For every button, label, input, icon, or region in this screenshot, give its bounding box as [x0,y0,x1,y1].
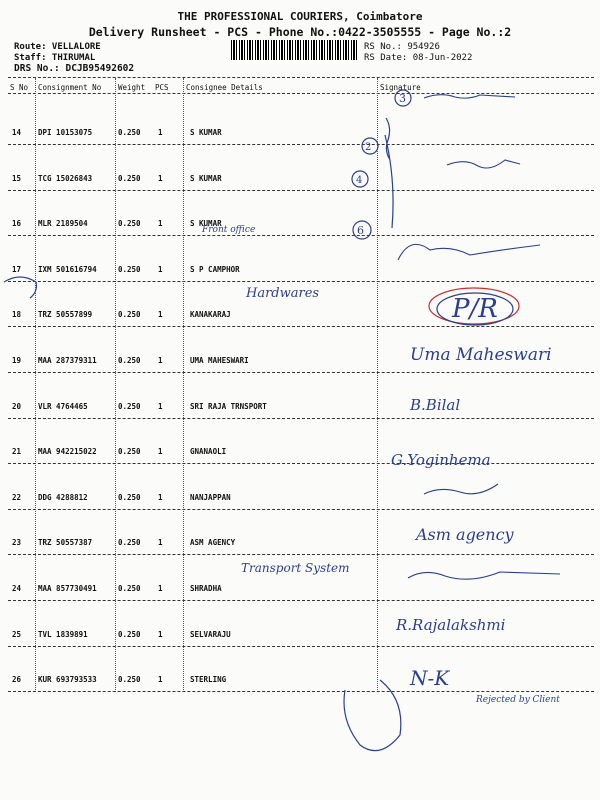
row-weight: 0.250 [118,356,141,365]
row-cno: IXM 501616794 [38,265,97,274]
row-divider [8,144,594,145]
hw-number: 6 [357,224,364,237]
row-consignee: SHRADHA [190,584,222,593]
row-sno: 14 [12,128,22,137]
col-weight: Weight [118,83,146,92]
hw-signature-nk: N-K [410,666,450,690]
signature-scribble [424,484,498,494]
row-consignee: S P CAMPHOR [190,265,240,274]
row-consignee: S KUMAR [190,128,222,137]
row-cno: DDG 4288812 [38,493,88,502]
row-pcs: 1 [158,219,163,228]
route-label: Route: VELLALORE [14,42,101,52]
bracket-mark [385,118,393,228]
row-pcs: 1 [158,402,163,411]
page-subtitle: Delivery Runsheet - PCS - Phone No.:0422-3505555 - Page No.:2 [88,25,512,39]
row-pcs: 1 [158,356,163,365]
row-consignee: SELVARAJU [190,630,231,639]
row-weight: 0.250 [118,538,141,547]
row-consignee: GNANAOLI [190,447,227,456]
row-weight: 0.250 [118,630,141,639]
col-consignment: Consignment No [38,83,102,92]
row-divider [8,509,594,510]
drs-number: DRS No.: DCJB95492602 [14,63,135,74]
row-pcs: 1 [158,310,163,319]
row-sno: 15 [12,174,22,183]
hw-signature-asm: Asm agency [416,525,514,544]
row-pcs: 1 [158,675,163,684]
row-divider [8,372,594,373]
signature-scribble [398,244,540,260]
row-cno: MLR 2189504 [38,219,88,228]
row-consignee: ASM AGENCY [190,538,236,547]
row-weight: 0.250 [118,174,141,183]
row-sno: 22 [12,493,22,502]
row-cno: TVL 1839891 [38,630,88,639]
hw-signature-pr: P/R [452,294,498,324]
row-weight: 0.250 [118,584,141,593]
header-rule-bottom [8,93,594,94]
row-divider [8,646,594,647]
signature-scribble [408,572,560,579]
row-pcs: 1 [158,265,163,274]
hw-note-front-office: Front office [202,225,256,235]
rs-date: RS Date: 08-Jun-2022 [364,53,473,63]
row-cno: MAA 942215022 [38,447,97,456]
row-sno: 19 [12,356,22,365]
hw-number: 3 [399,92,406,105]
circle-mark [362,138,378,154]
row-sno: 23 [12,538,22,547]
row-pcs: 1 [158,447,163,456]
row-cno: MAA 857730491 [38,584,97,593]
row-consignee: NANJAPPAN [190,493,231,502]
row-weight: 0.250 [118,128,141,137]
row-divider [8,235,594,236]
row-weight: 0.250 [118,265,141,274]
row-weight: 0.250 [118,675,141,684]
col-signature: Signature [380,83,421,92]
row-sno: 16 [12,219,22,228]
row-weight: 0.250 [118,402,141,411]
row-consignee: KANAKARAJ [190,310,231,319]
row-weight: 0.250 [118,447,141,456]
hw-number: 4 [356,175,363,186]
row-divider [8,554,594,555]
row-sno: 26 [12,675,22,684]
col-sno: S No [10,83,29,92]
row-pcs: 1 [158,493,163,502]
circle-mark [352,171,368,187]
row-divider [8,418,594,419]
hw-note-transport: Transport System [241,561,350,575]
row-sno: 24 [12,584,22,593]
row-divider [8,691,594,692]
row-consignee: SRI RAJA TRNSPORT [190,402,267,411]
col-pcs: PCS [155,83,169,92]
row-sno: 21 [12,447,22,456]
row-weight: 0.250 [118,310,141,319]
row-pcs: 1 [158,174,163,183]
row-cno: MAA 287379311 [38,356,97,365]
circle-mark [437,293,513,325]
row-cno: KUR 693793533 [38,675,97,684]
circle-mark [429,288,519,324]
row-consignee: STERLING [190,675,227,684]
row-consignee: S KUMAR [190,219,222,228]
row-divider [8,600,594,601]
rs-number: RS No.: 954926 [364,42,440,52]
barcode [231,40,359,60]
row-divider [8,281,594,282]
hw-signature-uma: Uma Maheswari [410,345,552,365]
row-cno: VLR 4764465 [38,402,88,411]
row-sno: 18 [12,310,22,319]
page-title: THE PROFESSIONAL COURIERS, Coimbatore [177,10,423,23]
row-divider [8,463,594,464]
row-consignee: UMA MAHESWARI [190,356,249,365]
row-pcs: 1 [158,630,163,639]
hw-note-rejected: Rejected by Client [476,695,560,705]
hw-note-hardwares: Hardwares [246,286,320,301]
hw-signature-rajalakshmi: R.Rajalakshmi [396,616,506,634]
col-consignee: Consignee Details [186,83,263,92]
row-sno: 17 [12,265,22,274]
row-sno: 20 [12,402,22,411]
row-divider [8,190,594,191]
row-cno: TRZ 50557387 [38,538,93,547]
row-cno: TCG 15026843 [38,174,93,183]
header-rule-top [8,77,594,78]
signature-scribble [424,95,515,98]
row-consignee: S KUMAR [190,174,222,183]
signature-scribble [447,160,520,168]
row-divider [8,326,594,327]
hw-signature-yogin: G.Yoginhema [391,451,491,469]
row-pcs: 1 [158,538,163,547]
row-cno: DPI 10153075 [38,128,93,137]
row-pcs: 1 [158,584,163,593]
row-weight: 0.250 [118,493,141,502]
row-pcs: 1 [158,128,163,137]
hw-signature-bilal: B.Bilal [410,396,461,414]
row-cno: TRZ 50557899 [38,310,93,319]
circle-mark [353,221,371,239]
staff-label: Staff: THIRUMAL [14,53,96,63]
row-sno: 25 [12,630,22,639]
row-weight: 0.250 [118,219,141,228]
hw-number: 2 [365,142,372,153]
